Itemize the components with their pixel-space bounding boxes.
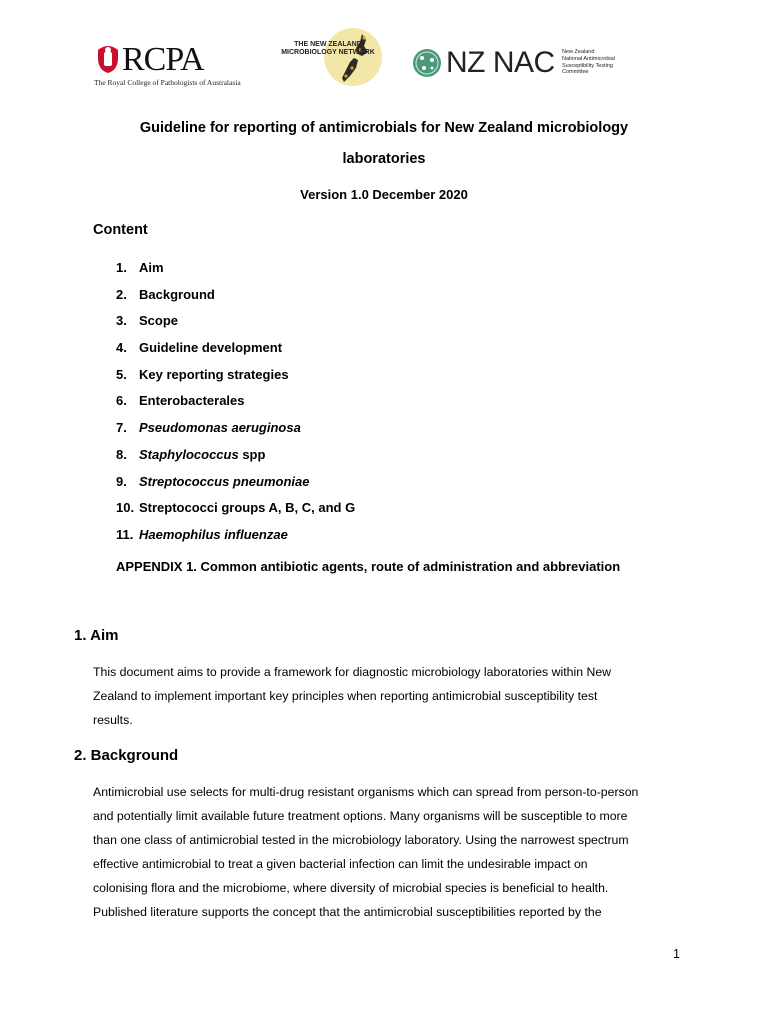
rcpa-logo [92,41,241,87]
nznac-subtitle: New Zealand National Antimicrobial Susceptibility Testing Committee [562,49,615,76]
header-logos [92,28,692,90]
section-background-paragraph: Antimicrobial use selects for multi-drug resistant organisms which can spread from person-to-person and potentially limit available future treatment options. Many organisms will be susceptible to more than one class of antimicrobial tested in the microbiology laboratory. Using the narrowest spectrum effective antimicrobial to treat a given bacterial infection can limit the undesirable impact on colonising flora and the microbiome, where diversity of microbial species is beneficial to health. Published literature supports the concept that the antimicrobial susceptibilities reported by the [93,785,639,919]
toc-appendix-item[interactable]: APPENDIX 1. Common antibiotic agents, route of administration and abbreviation [116,559,621,574]
section-heading-background: 2. Background [74,747,179,764]
document-title-line-1: Guideline for reporting of antimicrobials for New Zealand microbiology [139,120,629,136]
toc-item[interactable]: 5. Key reporting strategies [116,366,289,382]
toc-item[interactable]: 6. Enterobacterales [116,393,245,409]
rcpa-subtitle: The Royal College of Pathologists of Australasia [94,78,241,87]
toc-item[interactable]: 9. Streptococcus pneumoniae [116,473,310,489]
document-title-line-2: laboratories [342,151,426,167]
toc-item[interactable]: 1. Aim [116,260,164,275]
contents-heading: Content [93,222,148,238]
table-of-contents [116,258,355,552]
rcpa-emblem-icon [94,44,122,74]
rcpa-wordmark: RCPA [122,41,204,78]
nz-map-icon [336,32,376,84]
nz-microbiology-network-logo [274,28,384,88]
toc-item[interactable]: 10. Streptococci groups A, B, C, and G [116,500,356,516]
document-version: Version 1.0 December 2020 [300,187,468,202]
section-heading-aim: 1. Aim [74,627,119,644]
toc-item[interactable]: 4. Guideline development [116,340,283,356]
nzmn-wordmark: THE NEW ZEALAND MICROBIOLOGY NETWORK [281,41,375,56]
toc-item[interactable]: 2. Background [116,286,215,302]
nznac-wordmark: NZ NAC [446,46,555,79]
toc-item[interactable]: 7. Pseudomonas aeruginosa [116,420,301,436]
toc-item[interactable]: 8. Staphylococcus spp [116,446,266,462]
page-number: 1 [673,947,680,961]
section-aim-paragraph: This document aims to provide a framework for diagnostic microbiology laboratories within New Zealand to implement important key principles when reporting antimicrobial susceptibility test results. [93,665,612,727]
toc-item[interactable]: 3. Scope [116,313,179,329]
petri-dish-icon [412,48,442,78]
nz-nac-logo [412,46,642,82]
toc-item[interactable]: 11. Haemophilus influenzae [116,526,288,542]
